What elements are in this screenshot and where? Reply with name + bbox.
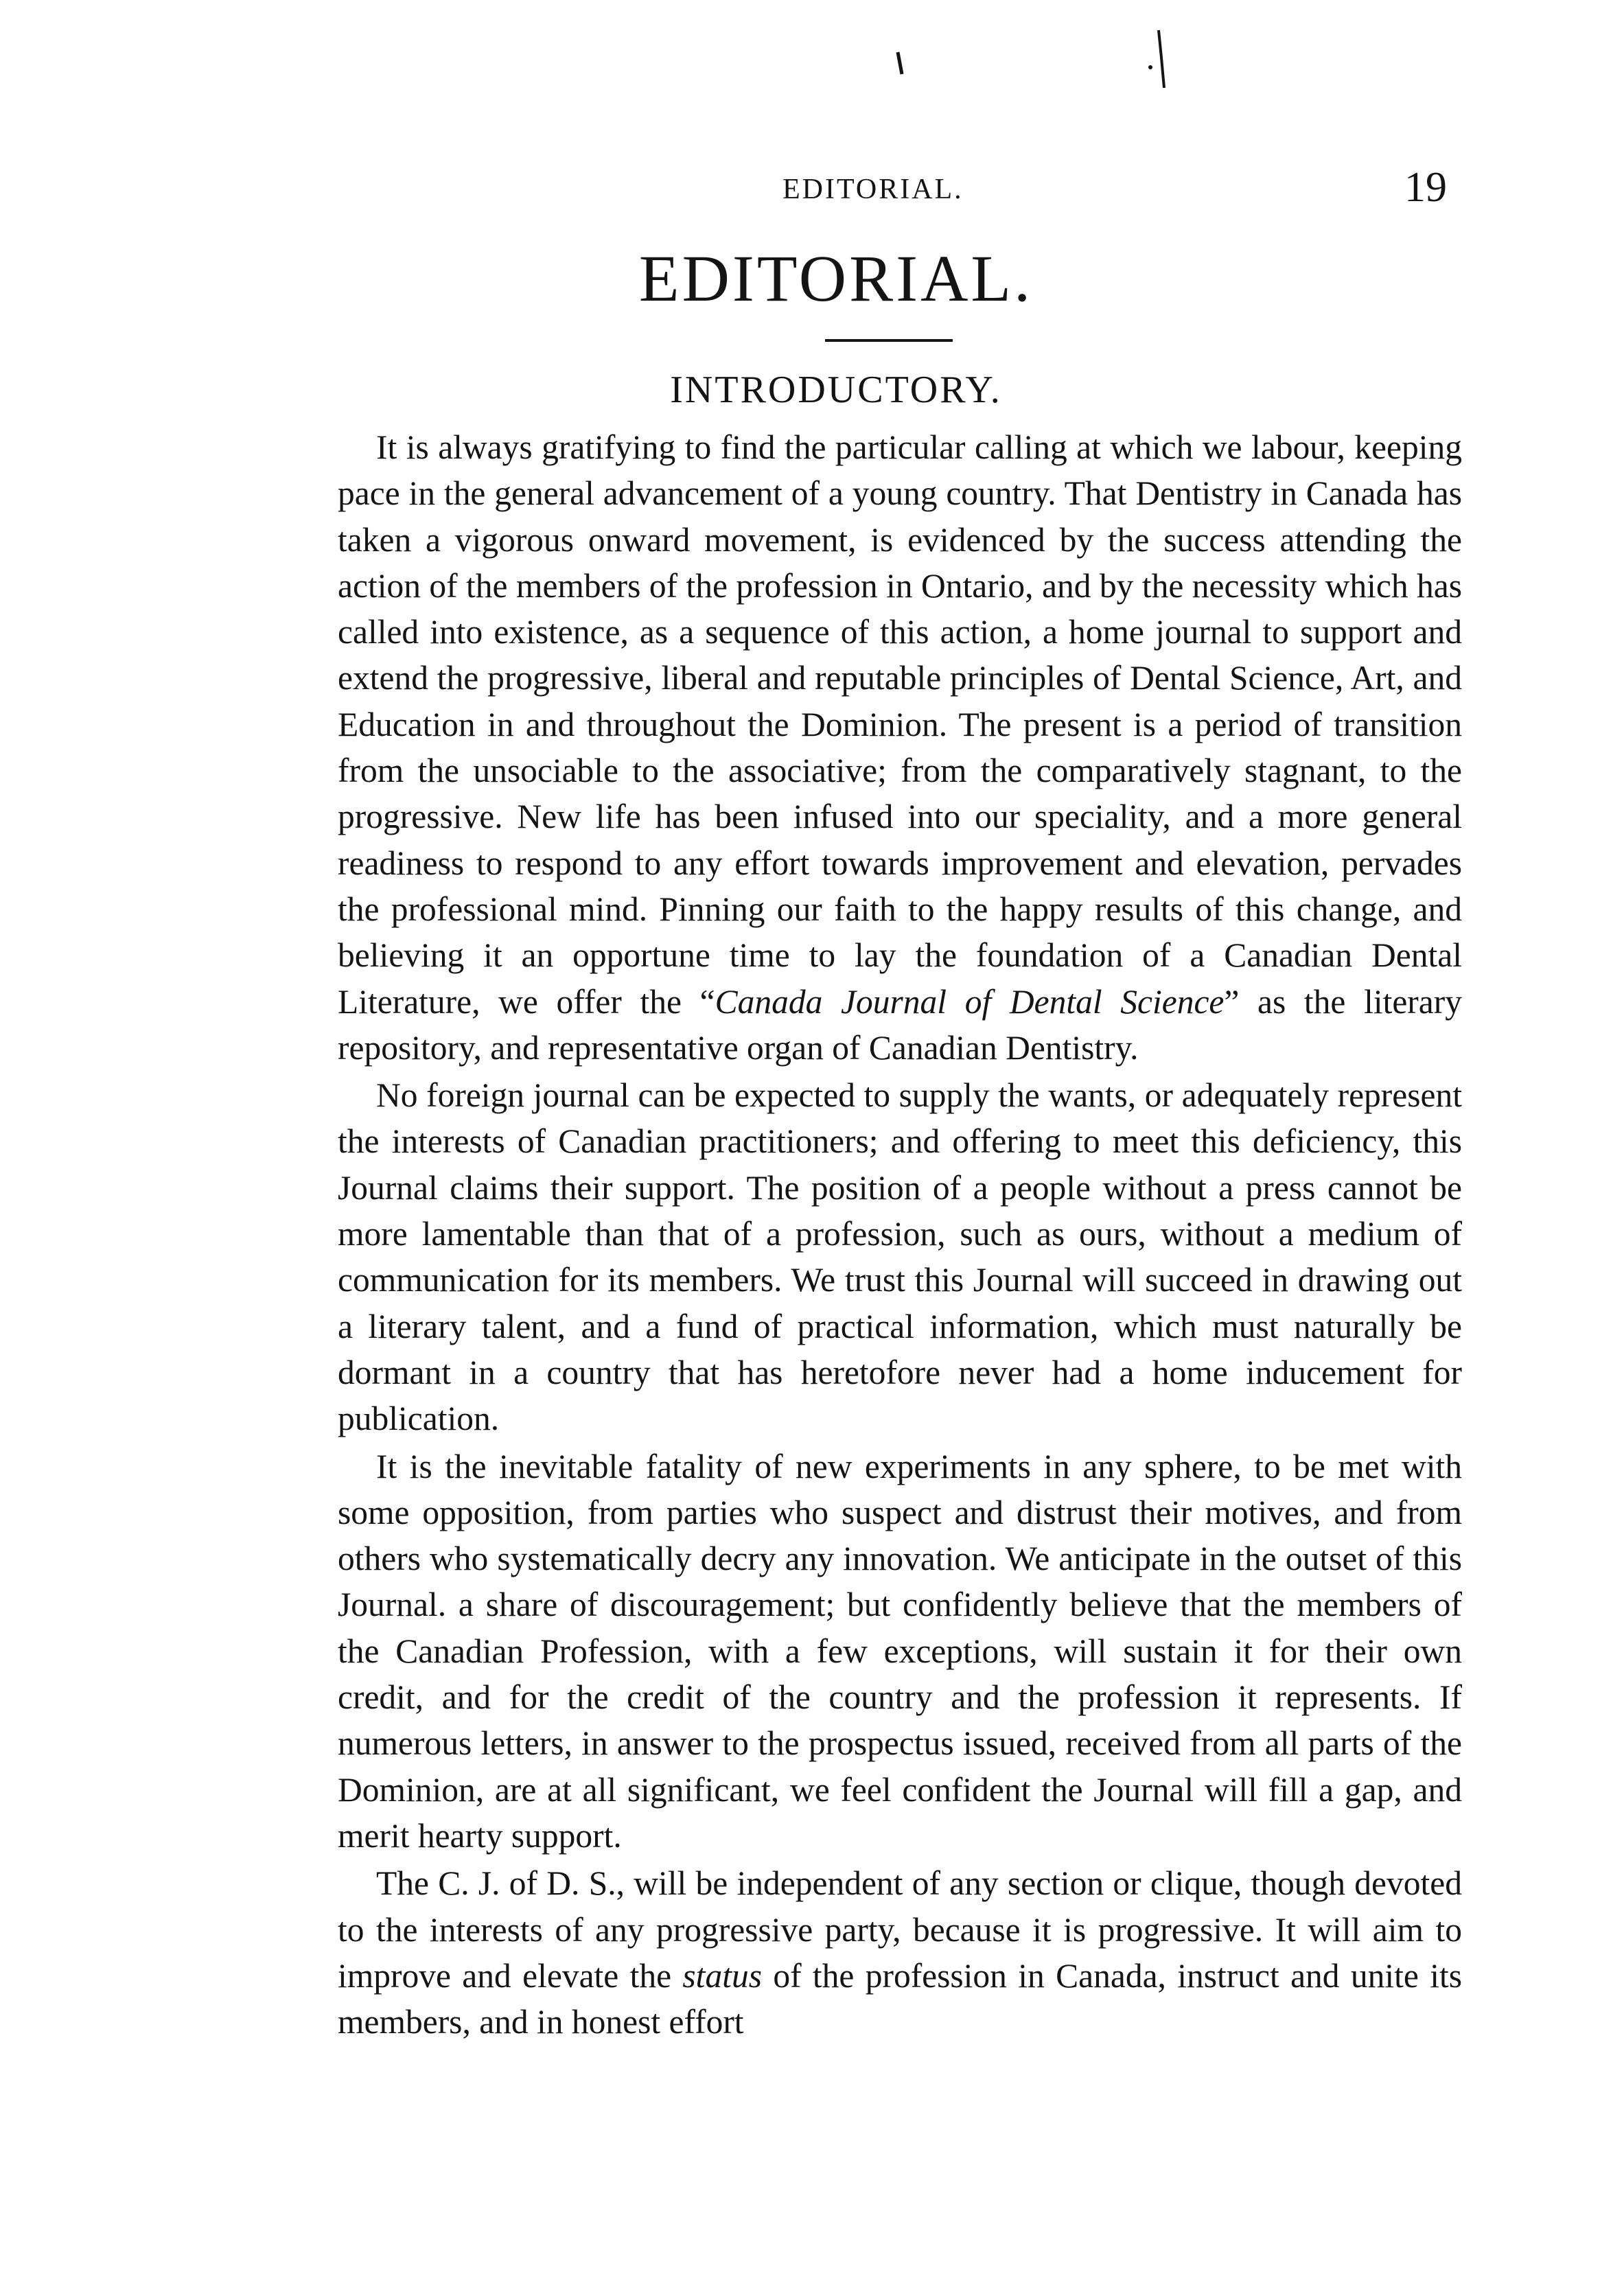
ink-stroke-left bbox=[898, 52, 902, 74]
paragraph-1-text: It is always gratifying to find the particular calling at which we labour, keeping pace in the general advancement of a young country. That Dentistry in Canada has taken a vigorous onward movement, is evidenced by the success attending the action of the members of the profession in Ontario, and by the necessity which has called into existence, as a sequence of this action, a home journal to support and extend the progressive, liberal and reputable principles of Dental Science, Art, and Education in and throughout the Dominion. The present is a period of transition from the unsociable to the associative; from the comparatively stagnant, to the progressive. New life has been infused into our speciality, and a more general readiness to respond to any effort towards improvement and elevation, pervades the professional mind. Pinning our faith to the happy results of this change, and believing it an opportune time to lay the foundation of a Canadian Dental Literature, we offer the “ bbox=[338, 428, 1462, 1021]
subtitle: INTRODUCTORY. bbox=[670, 369, 1002, 411]
paragraph-3: It is the inevitable fatality of new experiments in any sphere, to be met with some opposition, from parties who suspect and distrust their motives, and from others who systematically decry any innovation. We anticipate in the outset of this Journal. a share of discouragement; but confidently believe that the members of the Canadian Profession, with a few exceptions, will sustain it for their own credit, and for the credit of the country and the profession it represents. If numerous letters, in answer to the prospectus issued, received from all parts of the Dominion, are at all significant, we feel confident the Journal will fill a gap, and merit hearty support. bbox=[338, 1447, 1462, 1855]
status-word: status bbox=[682, 1956, 762, 1995]
paragraph-1-text-end: ” as the literary repository, and representative organ of Canadian Dentistry. bbox=[338, 982, 1462, 1067]
ink-dot bbox=[1148, 65, 1152, 69]
article-body bbox=[338, 424, 1462, 2045]
ink-stroke-right bbox=[1159, 30, 1164, 88]
paragraph-2: No foreign journal can be expected to supply the wants, or adequately represent the interests of Canadian practitioners; and offering to meet this deficiency, this Journal claims their support. The position of a people without a press cannot be more lamentable than that of a profession, such as ours, without a medium of communication for its members. We trust this Journal will succeed in drawing out a literary talent, and a fund of practical information, which must naturally be dormant in a country that has heretofore never had a home inducement for publication. bbox=[338, 1076, 1462, 1438]
running-title: EDITORIAL. bbox=[782, 174, 964, 205]
paragraph-4 bbox=[338, 1860, 1462, 2045]
paragraph-4-text: The C. J. of D. S., will be independent of any section or clique, though devoted to the interests of any progressive party, because it is progressive. It will aim to improve and elevate the bbox=[338, 1864, 1462, 1995]
paragraph-1 bbox=[338, 424, 1462, 1071]
paragraph-4-text-end: of the profession in Canada, instruct and unite its members, and in honest effort bbox=[338, 1956, 1462, 2041]
main-title: EDITORIAL. bbox=[638, 242, 1034, 315]
scan-marks bbox=[892, 25, 1181, 100]
journal-title: Canada Journal of Dental Science bbox=[715, 982, 1225, 1021]
title-rule bbox=[825, 339, 953, 342]
running-head bbox=[0, 163, 1624, 211]
page-number: 19 bbox=[1404, 164, 1447, 211]
